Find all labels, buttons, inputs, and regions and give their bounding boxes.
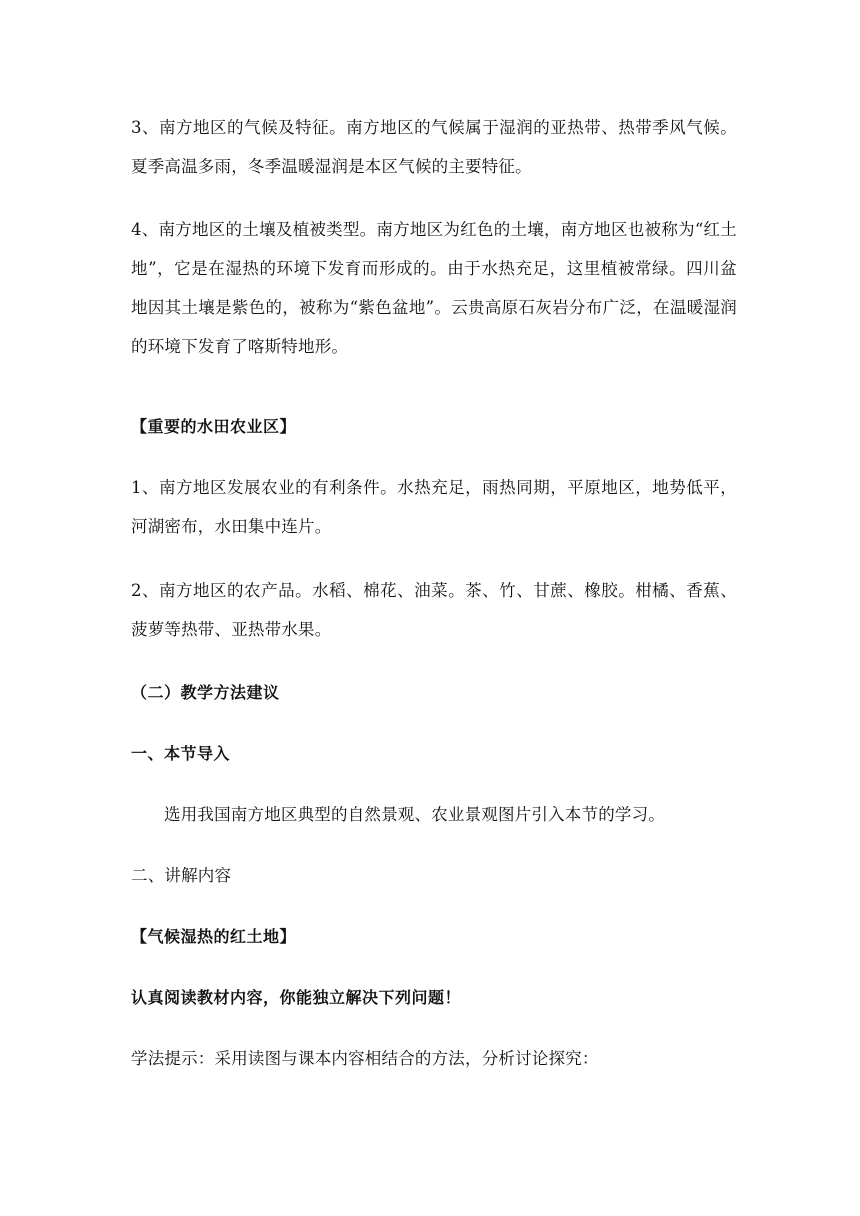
red-soil-heading: 【气候湿热的红土地】 (131, 927, 297, 946)
soil-vegetation-paragraph: 4、南方地区的土壤及植被类型。南方地区为红色的土壤，南方地区也被称为“红土地”，它是在湿热的环境下发育而形成的。由于水热充足，这里植被常绿。四川盆地因其土壤是紫色的，被称为“紫色盆地”。云贵高原石灰岩分布广泛，在温暖湿润的环境下发育了喀斯特地形。 (131, 220, 737, 356)
teaching-method-heading: （二）教学方法建议 (131, 683, 280, 702)
study-tip-paragraph: 学法提示：采用读图与课本内容相结合的方法，分析讨论探究： (131, 1049, 599, 1068)
section-intro-paragraph: 选用我国南方地区典型的自然景观、农业景观图片引入本节的学习。 (164, 805, 665, 824)
reading-prompt: 认真阅读教材内容，你能独立解决下列问题！ (131, 988, 462, 1007)
agricultural-products-paragraph: 2、南方地区的农产品。水稻、棉花、油菜。茶、竹、甘蔗、橡胶。柑橘、香蕉、菠萝等热带、亚热带水果。 (131, 581, 737, 639)
section-intro-heading: 一、本节导入 (131, 744, 231, 763)
paddy-agriculture-heading: 【重要的水田农业区】 (131, 417, 297, 436)
lecture-content-heading: 二、讲解内容 (131, 866, 232, 885)
agriculture-conditions-paragraph: 1、南方地区发展农业的有利条件。水热充足，雨热同期，平原地区，地势低平，河湖密布，水田集中连片。 (131, 478, 737, 536)
climate-paragraph: 3、南方地区的气候及特征。南方地区的气候属于湿润的亚热带、热带季风气候。夏季高温多雨，冬季温暖湿润是本区气候的主要特征。 (131, 118, 737, 176)
